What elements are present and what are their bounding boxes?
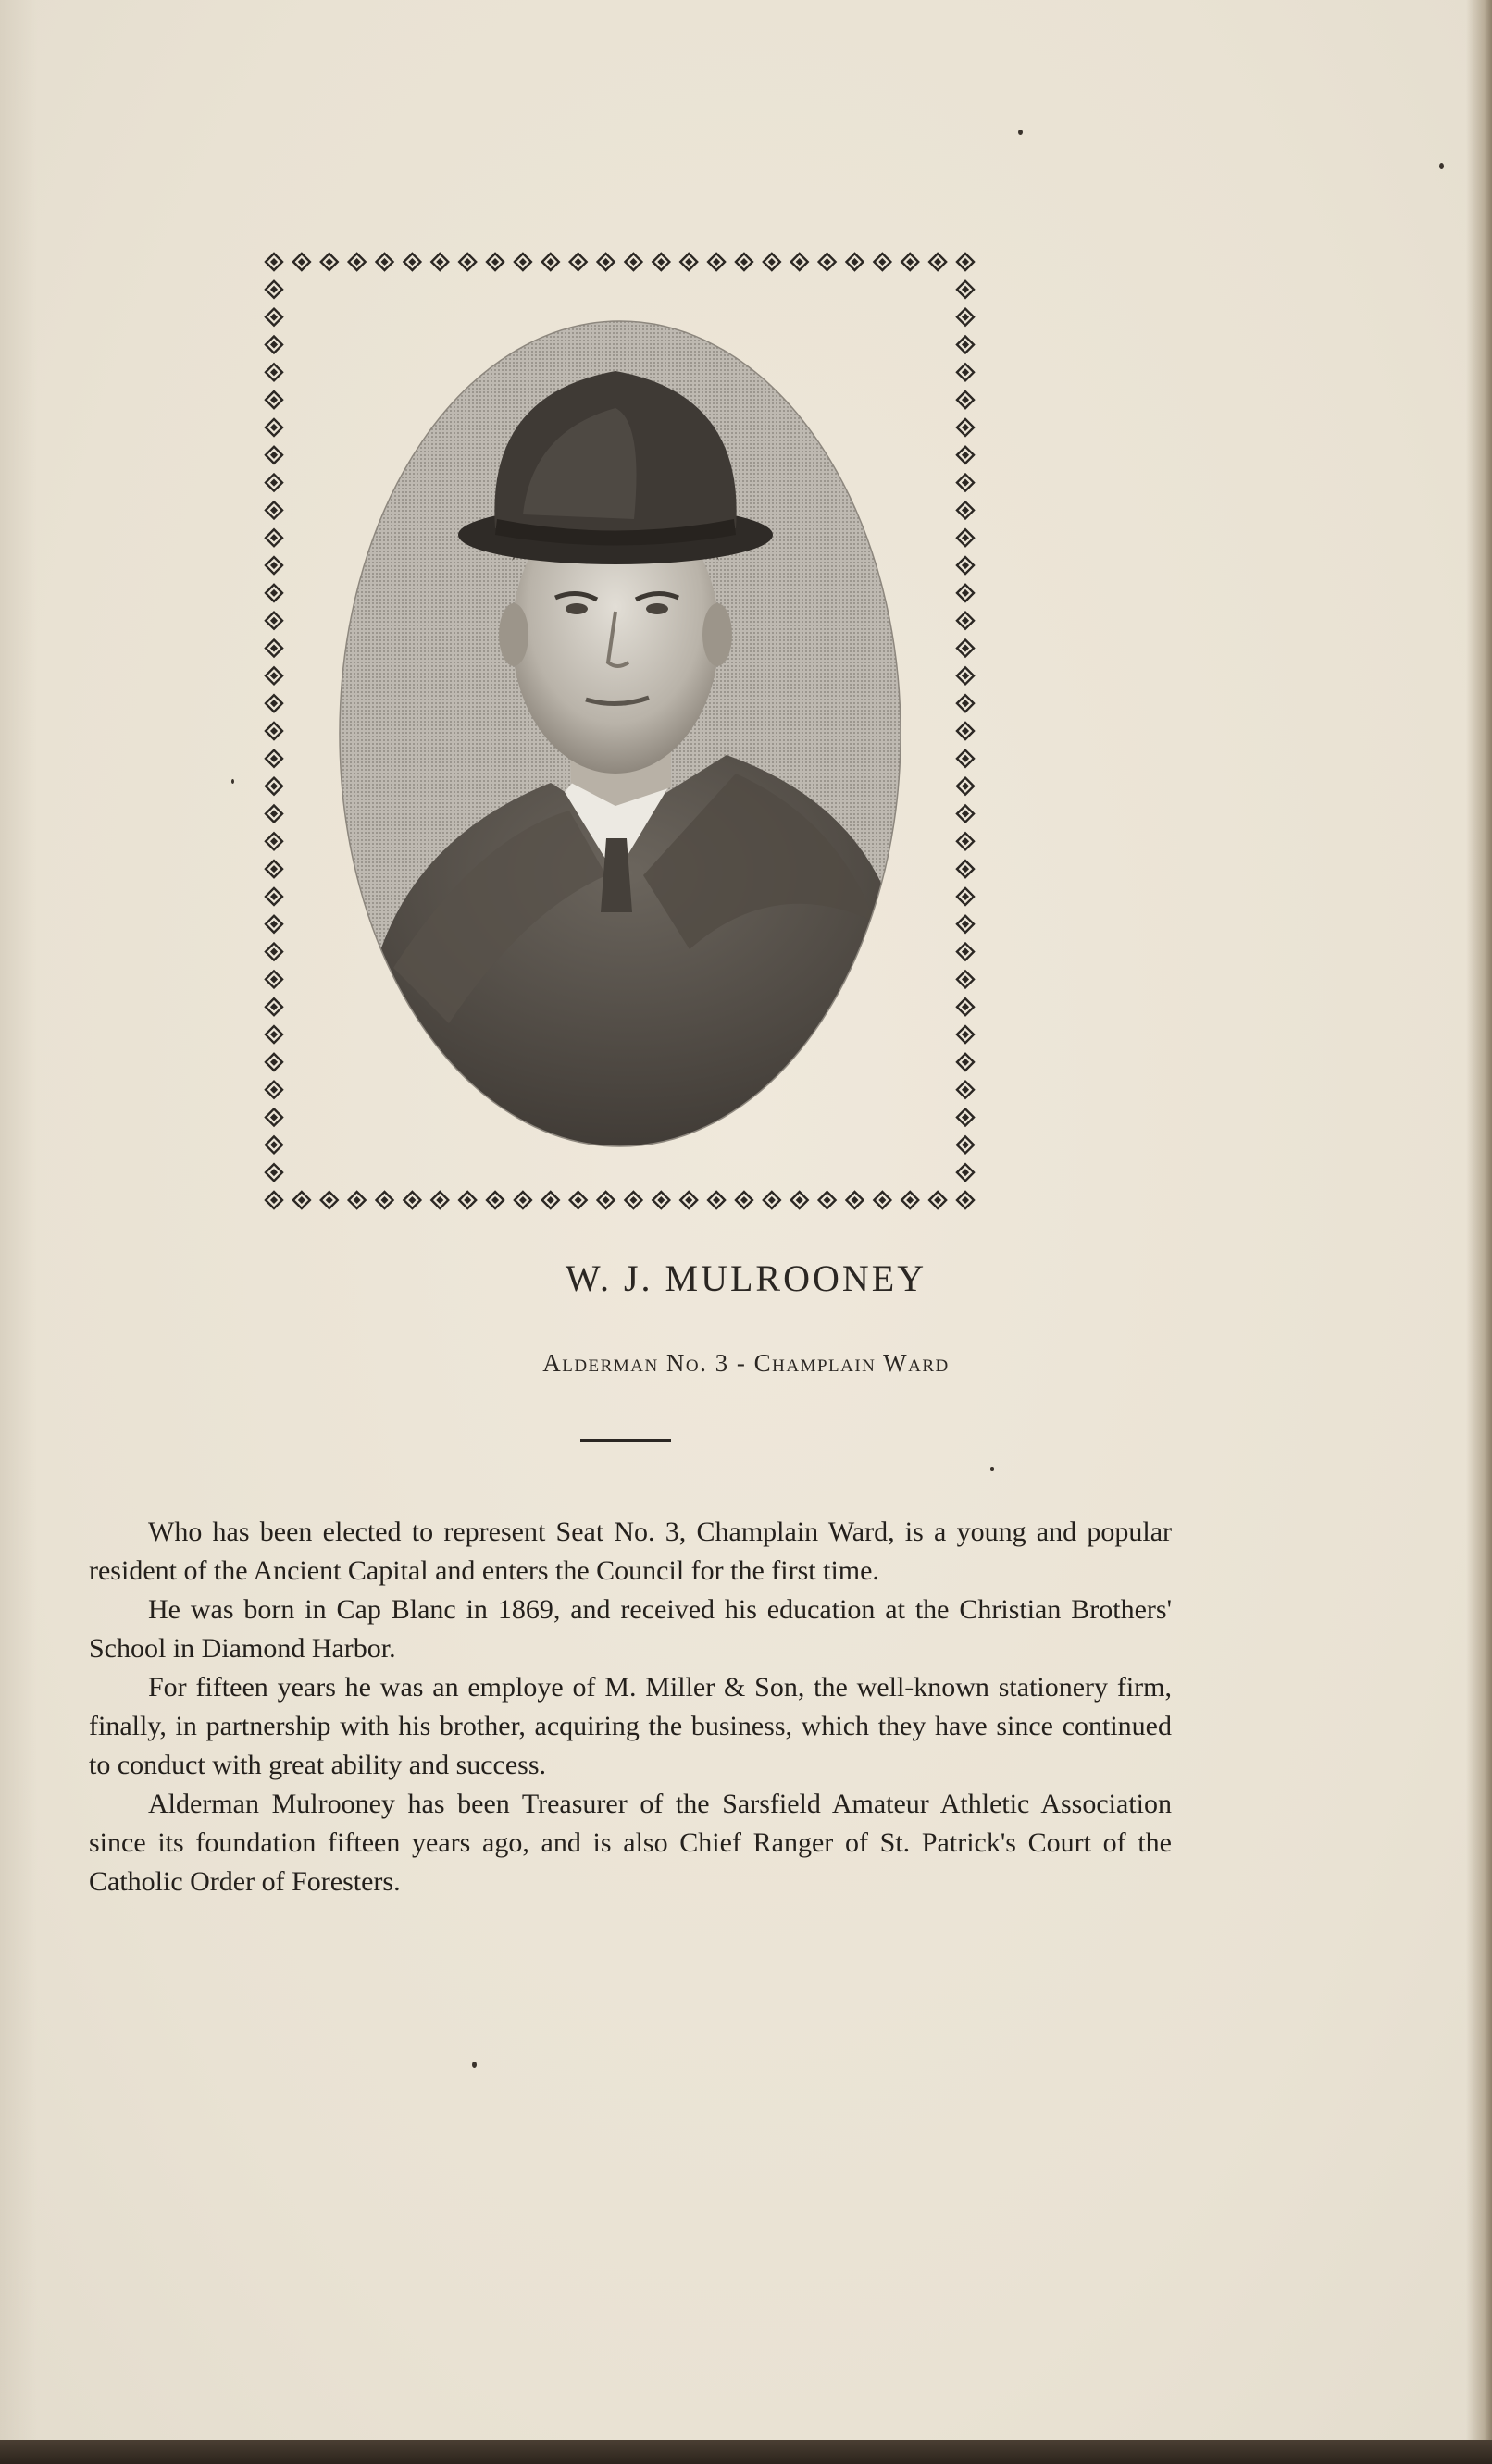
diamond-ornament <box>266 640 282 657</box>
diamond-ornament <box>266 364 282 380</box>
diamond-ornament <box>431 254 448 270</box>
diamond-ornament <box>680 254 697 270</box>
diamond-ornament <box>266 1192 282 1208</box>
diamond-ornament <box>957 501 974 518</box>
diamond-ornament <box>266 281 282 298</box>
paragraph: He was born in Cap Blanc in 1869, and received his education at the Christian Brothers' School in Diamond Harbor. <box>89 1594 1172 1664</box>
diamond-ornament <box>625 254 641 270</box>
diamond-ornament <box>736 254 752 270</box>
diamond-ornament <box>957 309 974 326</box>
diamond-ornament <box>266 529 282 546</box>
diamond-ornament <box>874 254 890 270</box>
diamond-ornament <box>957 944 974 960</box>
diamond-ornament <box>819 254 836 270</box>
diamond-ornament <box>957 723 974 739</box>
portrait-frame <box>261 250 978 1212</box>
book-cover-edge <box>0 2440 1492 2464</box>
diamond-ornament <box>764 1192 780 1208</box>
diamond-ornament <box>791 1192 808 1208</box>
diamond-ornament <box>846 1192 863 1208</box>
diamond-ornament <box>957 805 974 822</box>
diamond-ornament <box>957 475 974 491</box>
diamond-ornament <box>377 254 393 270</box>
portrait-photo <box>338 320 902 1148</box>
diamond-ornament <box>957 391 974 408</box>
diamond-ornament <box>846 254 863 270</box>
diamond-ornament <box>957 750 974 767</box>
diamond-ornament <box>266 309 282 326</box>
diamond-ornament <box>708 254 725 270</box>
page-gutter-shadow <box>0 0 37 2464</box>
diamond-ornament <box>542 1192 559 1208</box>
diamond-ornament <box>459 1192 476 1208</box>
diamond-ornament <box>266 1082 282 1098</box>
diamond-ornament <box>957 1054 974 1071</box>
diamond-ornament <box>957 419 974 436</box>
diamond-ornament <box>901 254 918 270</box>
diamond-ornament <box>957 861 974 877</box>
diamond-ornament <box>957 1082 974 1098</box>
diamond-ornament <box>957 1192 974 1208</box>
section-divider <box>580 1439 671 1442</box>
diamond-ornament <box>598 254 615 270</box>
diamond-ornament <box>957 1109 974 1126</box>
diamond-ornament <box>266 916 282 933</box>
diamond-ornament <box>819 1192 836 1208</box>
diamond-ornament <box>266 336 282 353</box>
diamond-ornament <box>266 447 282 464</box>
paper-speck <box>231 779 234 784</box>
diamond-ornament <box>266 1054 282 1071</box>
diamond-ornament <box>874 1192 890 1208</box>
diamond-ornament <box>487 1192 504 1208</box>
diamond-ornament <box>266 667 282 684</box>
diamond-ornament <box>266 585 282 601</box>
diamond-ornament <box>957 254 974 270</box>
diamond-ornament <box>321 254 338 270</box>
diamond-ornament <box>957 998 974 1015</box>
diamond-ornament <box>570 254 587 270</box>
diamond-ornament <box>764 254 780 270</box>
diamond-ornament <box>957 364 974 380</box>
diamond-ornament <box>293 254 310 270</box>
diamond-ornament <box>653 1192 669 1208</box>
diamond-ornament <box>791 254 808 270</box>
diamond-ornament <box>957 833 974 849</box>
paper-speck <box>1018 130 1023 135</box>
diamond-ornament <box>266 419 282 436</box>
diamond-ornament <box>266 998 282 1015</box>
diamond-ornament <box>515 254 531 270</box>
diamond-ornament <box>542 254 559 270</box>
diamond-ornament <box>266 557 282 574</box>
paper-speck <box>990 1467 994 1471</box>
diamond-ornament <box>404 1192 420 1208</box>
diamond-ornament <box>266 833 282 849</box>
page-edge <box>1466 0 1492 2464</box>
diamond-ornament <box>957 1164 974 1181</box>
biography-text <box>89 1513 1172 1901</box>
diamond-ornament <box>404 254 420 270</box>
diamond-ornament <box>293 1192 310 1208</box>
diamond-ornament <box>377 1192 393 1208</box>
diamond-ornament <box>957 336 974 353</box>
paper-speck <box>1439 163 1444 169</box>
diamond-ornament <box>957 585 974 601</box>
diamond-ornament <box>266 861 282 877</box>
diamond-ornament <box>266 805 282 822</box>
diamond-ornament <box>957 640 974 657</box>
paragraph: Alderman Mulrooney has been Treasurer of the Sarsfield Amateur Athletic Association since its foundation fifteen years ago, and is also Chief Ranger of St. Patrick's Court of the Catholic Order of Foresters. <box>89 1789 1172 1897</box>
diamond-ornament <box>957 667 974 684</box>
diamond-ornament <box>321 1192 338 1208</box>
diamond-ornament <box>266 750 282 767</box>
diamond-ornament <box>957 613 974 629</box>
diamond-ornament <box>349 254 366 270</box>
diamond-ornament <box>266 501 282 518</box>
paper-speck <box>472 2062 477 2068</box>
diamond-ornament <box>653 254 669 270</box>
diamond-ornament <box>736 1192 752 1208</box>
diamond-ornament <box>266 778 282 795</box>
diamond-ornament <box>680 1192 697 1208</box>
diamond-ornament <box>957 1026 974 1043</box>
diamond-ornament <box>266 391 282 408</box>
diamond-ornament <box>266 971 282 987</box>
diamond-ornament <box>349 1192 366 1208</box>
diamond-ornament <box>266 1109 282 1126</box>
diamond-ornament <box>708 1192 725 1208</box>
diamond-ornament <box>266 723 282 739</box>
diamond-ornament <box>901 1192 918 1208</box>
diamond-ornament <box>266 944 282 960</box>
diamond-ornament <box>431 1192 448 1208</box>
diamond-ornament <box>957 916 974 933</box>
diamond-ornament <box>957 695 974 712</box>
diamond-ornament <box>266 695 282 712</box>
diamond-ornament <box>957 281 974 298</box>
paragraph: For fifteen years he was an employe of M. Miller & Son, the well-known stationery firm, finally, in partnership with his brother, acquiring the business, which they have since continued to conduct with great ability and success. <box>89 1672 1172 1780</box>
diamond-ornament <box>515 1192 531 1208</box>
diamond-ornament <box>957 447 974 464</box>
diamond-ornament <box>266 1026 282 1043</box>
diamond-ornament <box>266 888 282 905</box>
diamond-ornament <box>487 254 504 270</box>
diamond-ornament <box>957 1136 974 1153</box>
diamond-ornament <box>957 529 974 546</box>
diamond-ornament <box>598 1192 615 1208</box>
diamond-ornament <box>957 971 974 987</box>
diamond-ornament <box>929 254 946 270</box>
portrait-caption-role: Alderman No. 3 - Champlain Ward <box>542 1349 950 1377</box>
diamond-ornament <box>929 1192 946 1208</box>
diamond-ornament <box>266 475 282 491</box>
diamond-ornament <box>266 613 282 629</box>
diamond-ornament <box>570 1192 587 1208</box>
diamond-ornament <box>266 1164 282 1181</box>
diamond-ornament <box>957 888 974 905</box>
diamond-ornament <box>266 254 282 270</box>
diamond-ornament <box>957 557 974 574</box>
portrait-caption-name: W. J. MULROONEY <box>565 1257 927 1299</box>
diamond-ornament <box>625 1192 641 1208</box>
diamond-ornament <box>957 778 974 795</box>
diamond-ornament <box>266 1136 282 1153</box>
paragraph: Who has been elected to represent Seat No. 3, Champlain Ward, is a young and popular resident of the Ancient Capital and enters the Council for the first time. <box>89 1517 1172 1586</box>
diamond-ornament <box>459 254 476 270</box>
